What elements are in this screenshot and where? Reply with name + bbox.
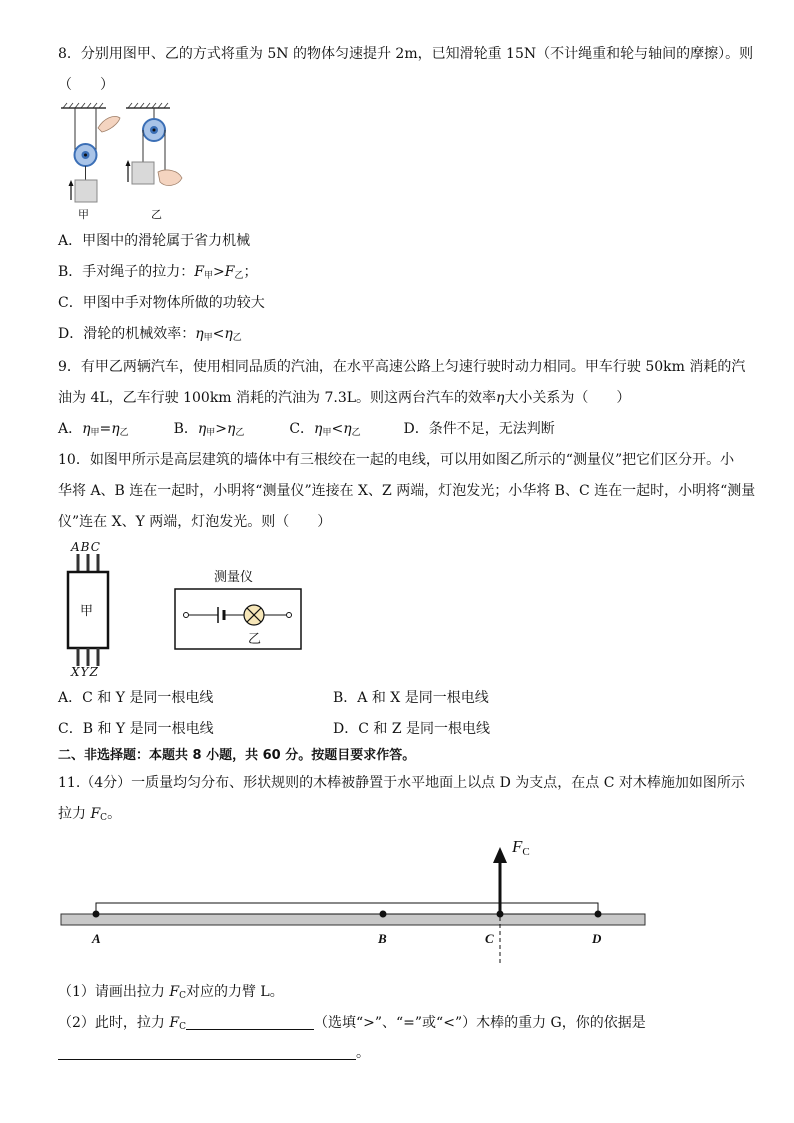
- fig-label-jia: 甲: [78, 208, 89, 221]
- q10-option-b: B．A 和 X 是同一根电线: [333, 690, 489, 706]
- q10-option-d: D．C 和 Z 是同一根电线: [333, 721, 491, 737]
- pulley-illustration: [58, 100, 188, 222]
- q9-line-1: 9．有甲乙两辆汽车，使用相同品质的汽油，在水平高速公路上匀速行驶时动力相同。甲车行驶 50km 消耗的汽: [58, 359, 746, 375]
- meter-title: 测量仪: [214, 570, 254, 585]
- q10-line-3: 仪”连在 X、Y 两端，灯泡发光。则（ ）: [58, 514, 332, 530]
- q11-line-2: 拉力 $F_C$。: [58, 806, 122, 823]
- q9-option-a: A．$\eta_甲=\eta_乙$: [58, 421, 129, 438]
- section-heading: 二、非选择题：本题共 8 小题，共 60 分。按题目要求作答。: [58, 748, 416, 763]
- wire-box-label: 甲: [80, 604, 94, 619]
- wire-bottom-labels: XYZ: [71, 665, 99, 679]
- q11-lever-figure: [60, 835, 650, 967]
- point-b-dot: [380, 911, 387, 918]
- q8-pulley-figure: [58, 100, 188, 222]
- meter-label: 乙: [248, 632, 262, 647]
- q8-option-d: D．滑轮的机械效率：$\eta_甲<\eta_乙$: [58, 326, 242, 343]
- wire-top-labels: ABC: [71, 540, 101, 554]
- point-a-label: A: [92, 931, 101, 946]
- q10-option-c: C．B 和 Y 是同一根电线: [58, 721, 214, 737]
- point-b-label: B: [378, 931, 387, 946]
- q8-answer-paren: （ ）: [58, 77, 114, 93]
- q8-option-b: B．手对绳子的拉力：$F_甲>F_乙$；: [58, 264, 258, 281]
- q11-part-2: （2）此时，拉力 $F_C$ （选填“>”、“=”或“<”）木棒的重力 G，你的依据是: [58, 1015, 646, 1032]
- point-c-label: C: [485, 931, 494, 946]
- q9-options: [58, 419, 555, 443]
- force-fc-label: FC: [512, 837, 530, 858]
- q10-wire-box-figure: [62, 540, 114, 680]
- q9-line-2: 油为 4L，乙车行驶 100km 消耗的汽油为 7.3L。则这两台汽车的效率η大小关系为（ ）: [58, 390, 631, 406]
- q11-line-1: 11.（4分）一质量均匀分布、形状规则的木棒被静置于水平地面上以点 D 为支点，在点 C 对木棒施加如图所示: [58, 775, 745, 791]
- q9-option-b: B．$\eta_甲>\eta_乙$: [173, 421, 245, 438]
- q9-option-c: C．$\eta_甲<\eta_乙$: [289, 421, 361, 438]
- q9-option-d: D．条件不足，无法判断: [403, 421, 555, 437]
- q10-option-a: A．C 和 Y 是同一根电线: [58, 690, 214, 706]
- point-a-dot: [93, 911, 100, 918]
- q8-stem: 8．分别用图甲、乙的方式将重为 5N 的物体匀速提升 2m，已知滑轮重 15N（不计绳重和轮与轴间的摩擦）。则: [58, 46, 754, 62]
- q11-part-1: （1）请画出拉力 $F_C$对应的力臂 L。: [58, 984, 284, 1001]
- q8-option-c: C．甲图中手对物体所做的功较大: [58, 295, 265, 311]
- q10-meter-figure: [172, 566, 304, 652]
- q10-line-2: 华将 A、B 连在一起时，小明将“测量仪”连接在 X、Z 两端，灯泡发光；小华将 B、C 连在一起时，小明将“测量: [58, 483, 756, 499]
- point-d-dot: [595, 911, 602, 918]
- q8-option-a: A．甲图中的滑轮属于省力机械: [58, 233, 251, 249]
- q11-part-2-reason: 。: [58, 1043, 370, 1063]
- answer-blank-compare[interactable]: [186, 1015, 314, 1030]
- fig-label-yi: 乙: [151, 208, 162, 221]
- answer-blank-reason[interactable]: [58, 1045, 356, 1060]
- point-d-label: D: [592, 931, 602, 946]
- q10-line-1: 10．如图甲所示是高层建筑的墙体中有三根绞在一起的电线，可以用如图乙所示的“测量仪”把它们区分开。小: [58, 452, 735, 468]
